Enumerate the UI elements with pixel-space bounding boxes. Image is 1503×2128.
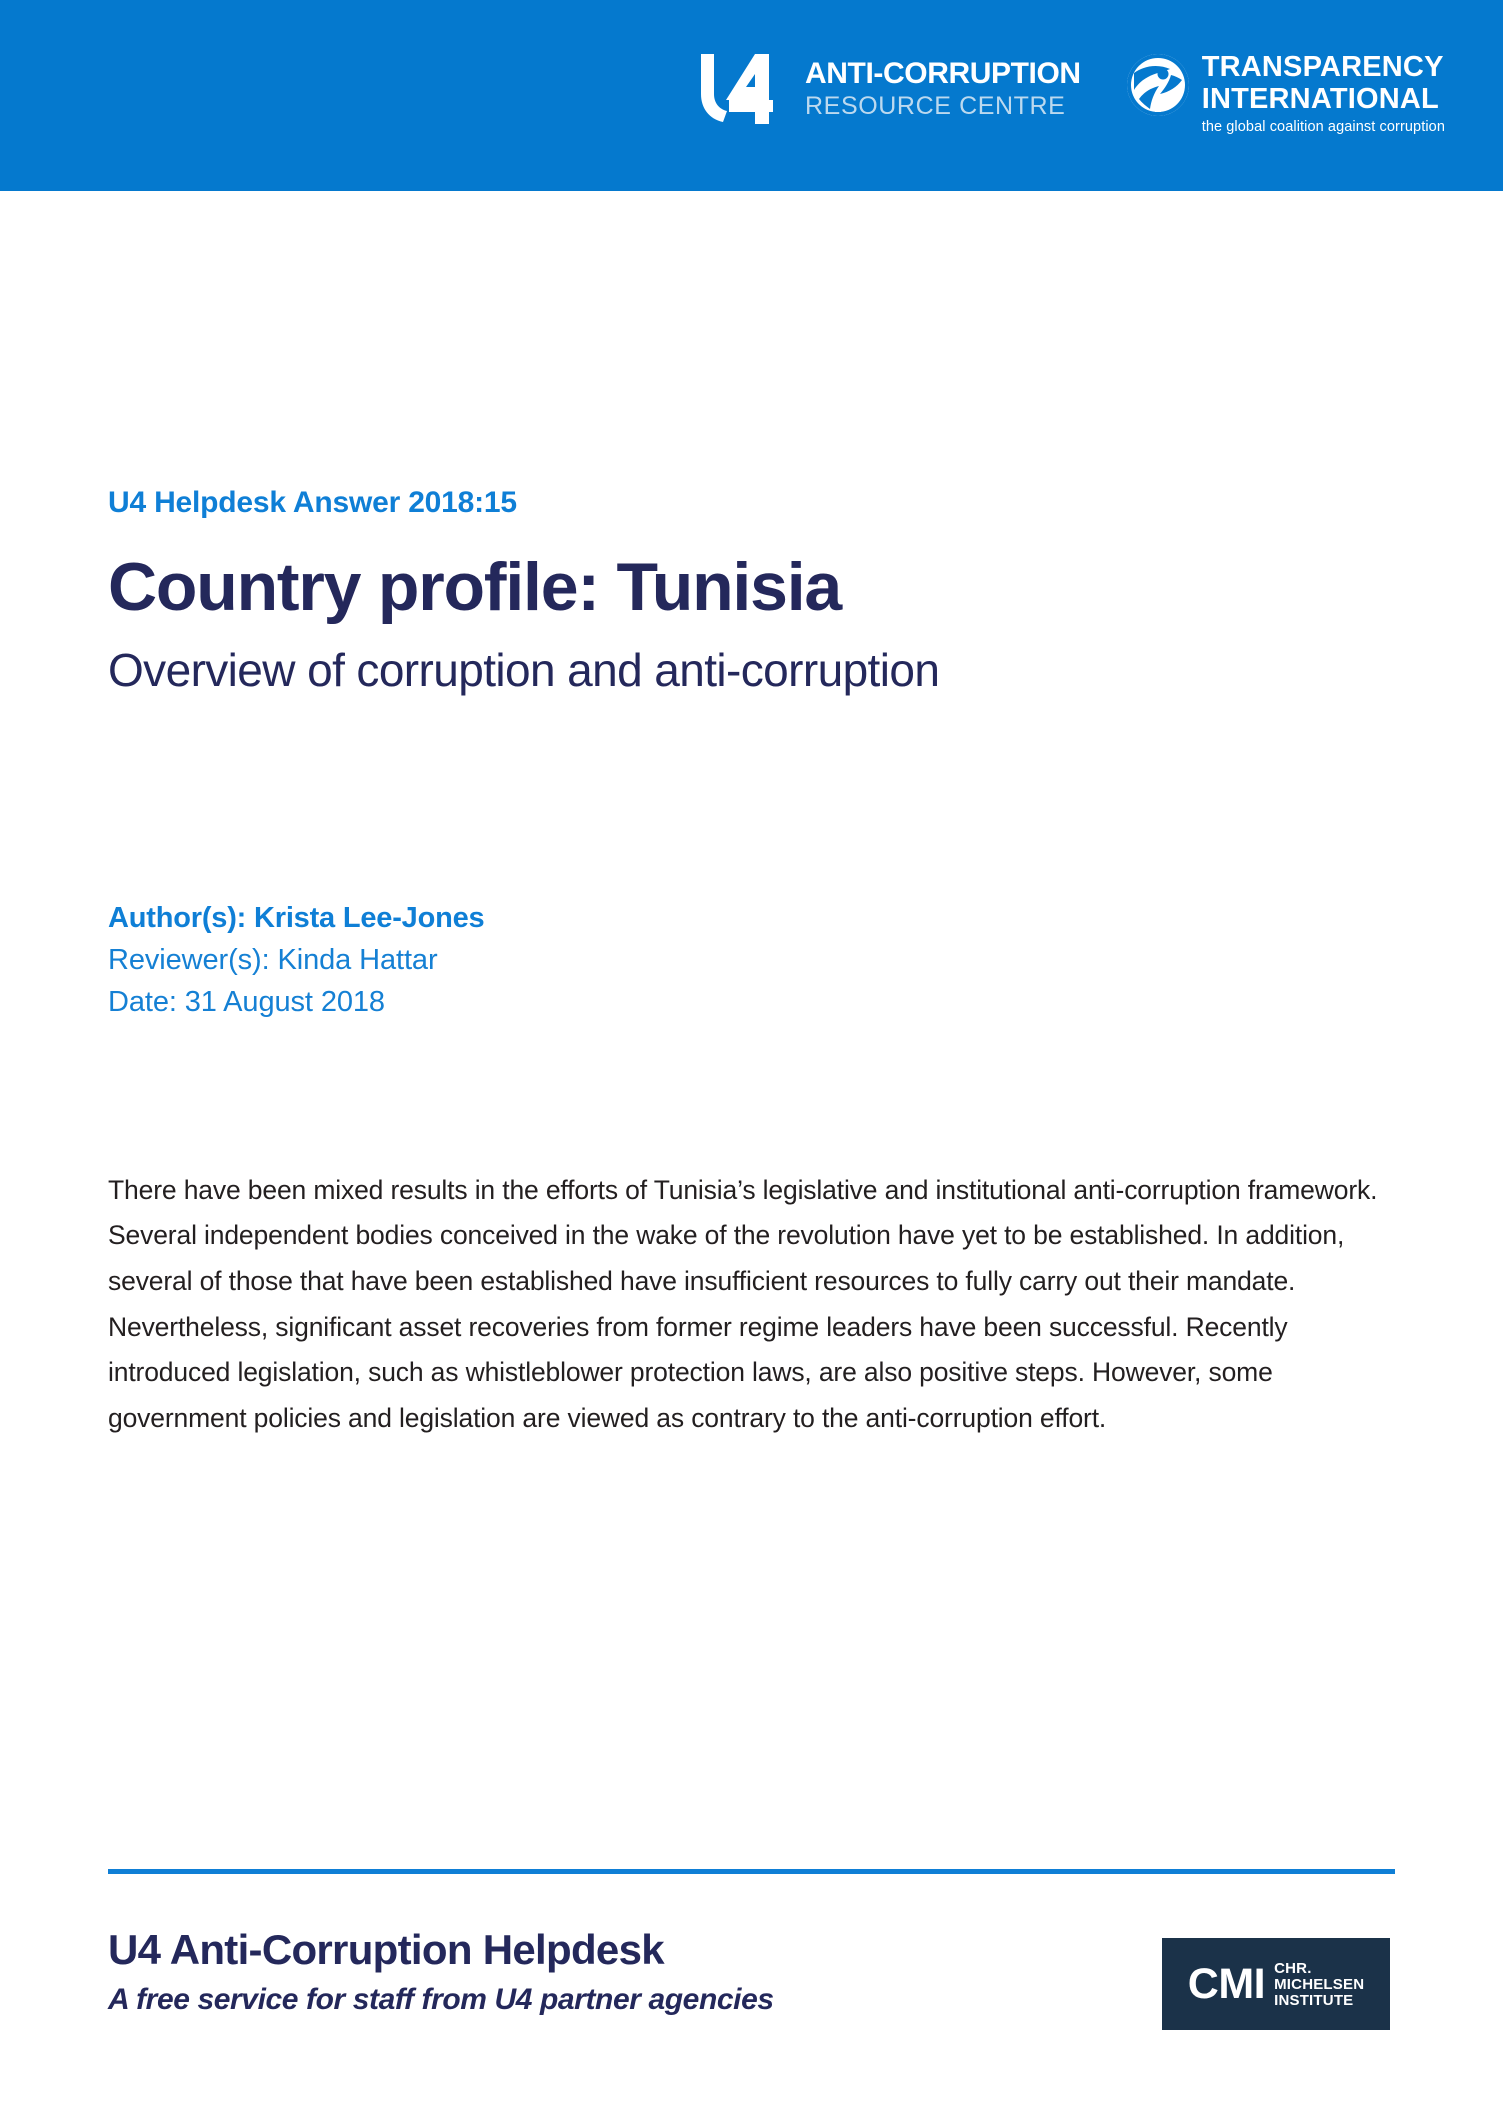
transparency-international-logo xyxy=(1125,51,1445,135)
ti-globe-icon xyxy=(1125,52,1191,118)
ti-logo-tagline: the global coalition against corruption xyxy=(1201,119,1445,135)
cmi-line2: MICHELSEN xyxy=(1274,1975,1365,1993)
document-body xyxy=(108,191,1398,1468)
cmi-line1: CHR. xyxy=(1274,1959,1312,1977)
page-subtitle: Overview of corruption and anti-corruption xyxy=(108,644,940,697)
date-line: Date: 31 August 2018 xyxy=(108,986,385,1019)
abstract-paragraph: There have been mixed results in the efforts of Tunisia’s legislative and institutional anti-corruption framework. Several independent bodies conceived in the wake of the revolution have yet to be established. In addition, several of those that have been established have insufficient resources to fully carry out their mandate. Nevertheless, significant asset recoveries from former regime leaders have been successful. Recently introduced legislation, such as whistleblower protection laws, are also positive steps. However, some government policies and legislation are viewed as contrary to the anti-corruption effort. xyxy=(108,1174,1378,1433)
ti-logo-wordmark xyxy=(1202,52,1445,135)
u4-logo-wordmark xyxy=(805,57,1081,119)
cmi-monogram: CMI xyxy=(1187,1959,1266,2008)
footer-title: U4 Anti-Corruption Helpdesk xyxy=(108,1926,664,1973)
header-logo-group xyxy=(693,51,1445,135)
document-kicker: U4 Helpdesk Answer 2018:15 xyxy=(108,486,517,519)
author-line: Author(s): Krista Lee-Jones xyxy=(108,901,485,934)
page-title: Country profile: Tunisia xyxy=(108,549,842,625)
cmi-logo xyxy=(1162,1938,1390,2030)
cmi-wordmark xyxy=(1274,1959,1364,2010)
footer-text-block xyxy=(108,1908,774,2018)
u4-logo xyxy=(693,52,1081,124)
u4-logo-line1: ANTI-CORRUPTION xyxy=(805,57,1081,90)
footer-divider xyxy=(108,1869,1395,1874)
footer-subtitle: A free service for staff from U4 partner agencies xyxy=(108,1983,774,2017)
u4-logo-line2: RESOURCE CENTRE xyxy=(805,92,1066,120)
cmi-line3: INSTITUTE xyxy=(1274,1992,1354,2010)
credits-block xyxy=(108,696,1398,1021)
ti-logo-line1: TRANSPARENCY xyxy=(1201,51,1444,83)
reviewer-line: Reviewer(s): Kinda Hattar xyxy=(108,944,438,977)
ti-logo-line2: INTERNATIONAL xyxy=(1201,83,1439,115)
u4-monogram-icon xyxy=(693,52,791,124)
page-footer xyxy=(108,1908,1398,2030)
page-header-band xyxy=(0,0,1503,191)
